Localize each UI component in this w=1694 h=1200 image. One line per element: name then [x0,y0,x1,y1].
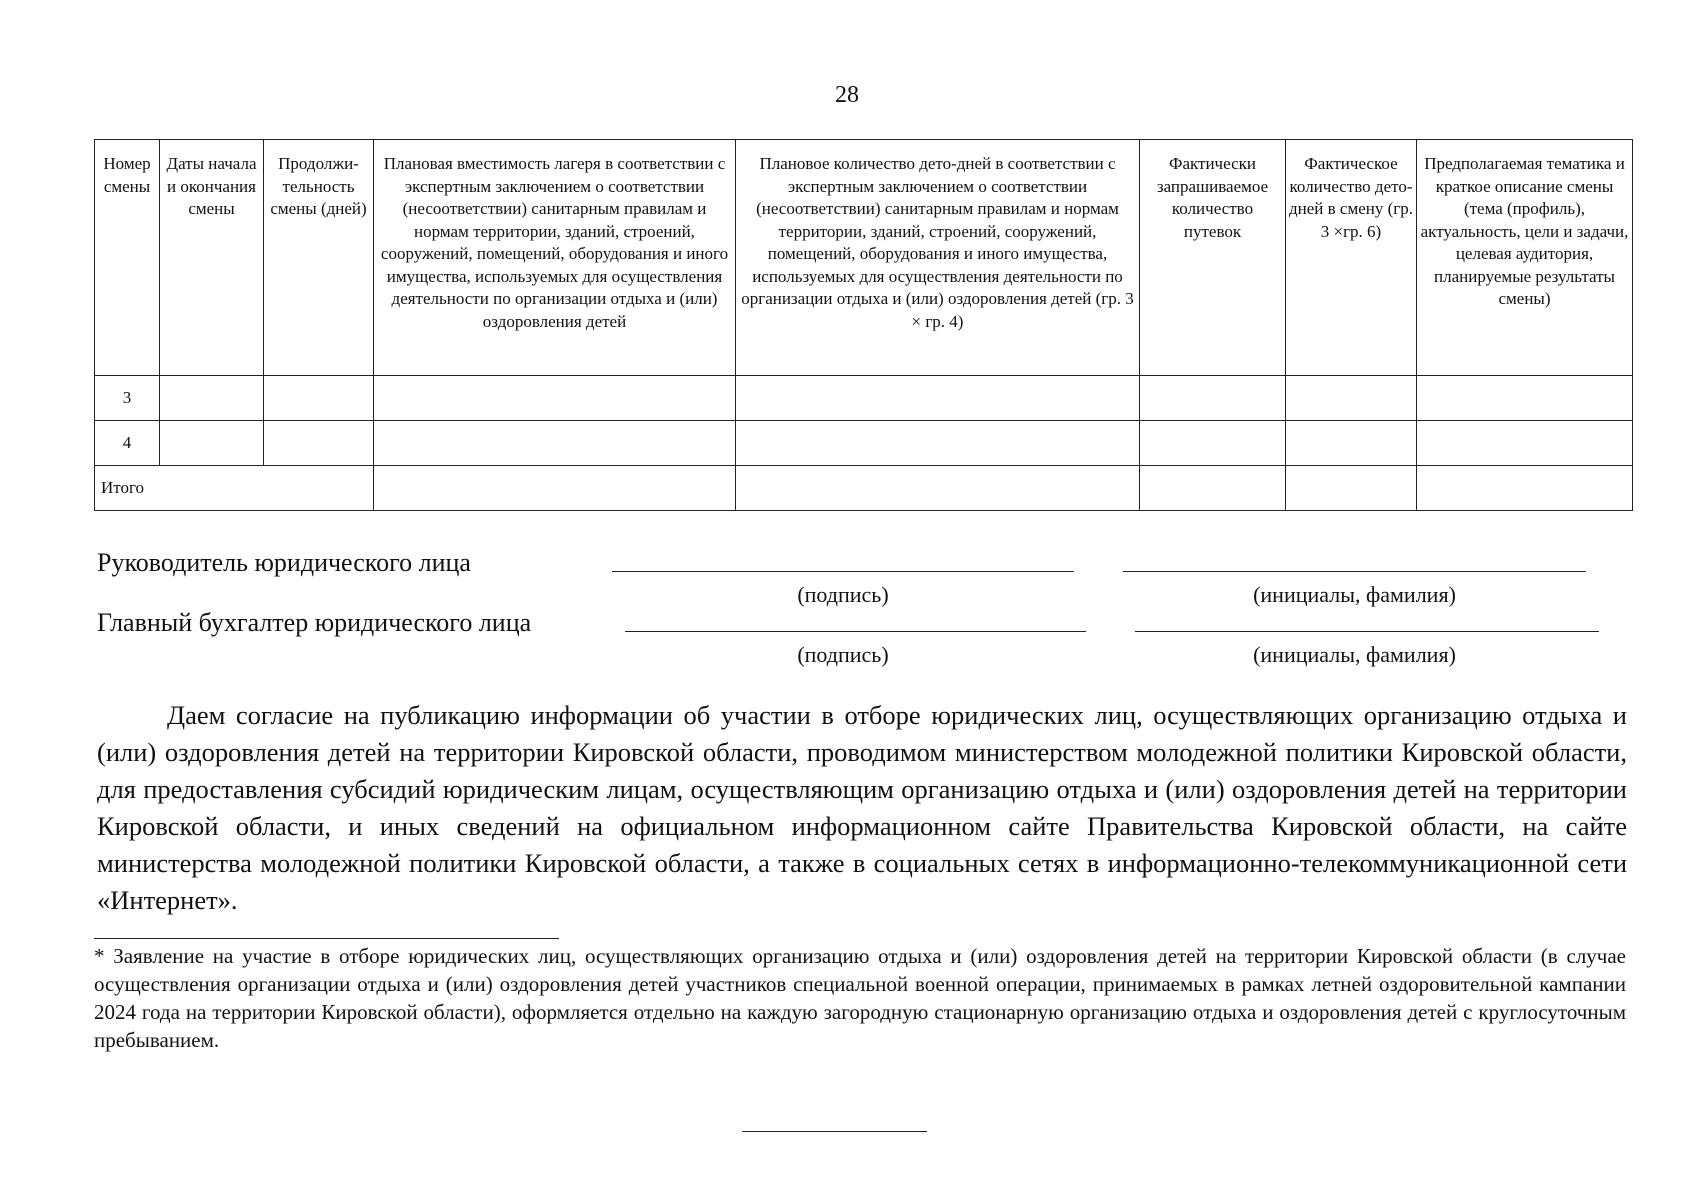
header-actual-child-days: Фактическое количество дето-дней в смену (гр. 3 ×гр. 6) [1286,140,1417,376]
header-planned-child-days: Плановое количество дето-дней в соответствии с экспертным заключением о соответствии (несоответствии) санитарным правилам и нормам территории, зданий, строений, сооружений, помещений, оборудования и иного имущества, используемых для осуществления деятельности по организации отдыха и (или) оздоровления детей (гр. 3 × гр. 4) [736,140,1140,376]
table-cell [1286,466,1417,511]
table-cell [736,376,1140,421]
header-planned-capacity: Плановая вместимость лагеря в соответствии с экспертным заключением о соответствии (несоответствии) санитарным правилам и нормам территории, зданий, строений, сооружений, помещений, оборудования и иного имущества, используемых для осуществления деятельности по организации отдыха и (или) оздоровления детей [374,140,736,376]
header-requested-vouchers: Фактически запрашиваемое количество путевок [1140,140,1286,376]
table-cell [736,421,1140,466]
accountant-signature-line[interactable] [625,631,1086,632]
table-cell [1417,421,1633,466]
accountant-signature-label: Главный бухгалтер юридического лица [97,608,532,637]
cell-shift-number: 4 [95,421,160,466]
page-number: 28 [835,82,859,108]
head-signature-line[interactable] [612,571,1074,572]
table-cell [264,421,374,466]
table-total-row [95,466,1633,511]
table-cell [374,376,736,421]
head-name-caption: (инициалы, фамилия) [1253,582,1456,607]
table-row [95,376,1633,421]
consent-paragraph: Даем согласие на публикацию информации об участии в отборе юридических лиц, осуществляющих организацию отдыха и (или) оздоровления детей на территории Кировской области, проводимом министерством молодежной политики Кировской области, для предоставления субсидий юридическим лицам, осуществляющим организацию отдыха и (или) оздоровления детей на территории Кировской области, и иных сведений на официальном информационном сайте Правительства Кировской области, на сайте министерства молодежной политики Кировской области, а также в социальных сетях в информационно-телекоммуникационной сети «Интернет». [97,700,1627,915]
table-cell [1417,466,1633,511]
table-cell [736,466,1140,511]
header-shift-theme: Предполагаемая тематика и краткое описание смены (тема (профиль), актуальность, цели и задачи, целевая аудитория, планируемые результаты смены) [1417,140,1633,376]
table-cell [264,376,374,421]
head-name-line[interactable] [1123,571,1586,572]
header-dates: Даты начала и окончания смены [160,140,264,376]
table-header-row [95,140,1633,376]
table-cell [1140,466,1286,511]
accountant-signature-caption: (подпись) [797,642,889,667]
total-label: Итого [95,466,374,511]
footnote-divider [94,938,559,939]
table-cell [1286,421,1417,466]
shifts-table [94,139,1633,511]
accountant-name-caption: (инициалы, фамилия) [1253,642,1456,667]
table-cell [374,466,736,511]
end-divider [742,1131,927,1132]
footnote: * Заявление на участие в отборе юридических лиц, осуществляющих организацию отдыха и (или) оздоровления детей на территории Кировской области (в случае осуществления организации отдыха и (или) оздоровления детей участников специальной военной операции, принимаемых в рамках летней оздоровительной кампании 2024 года на территории Кировской области), оформляется отдельно на каждую загородную стационарную организацию отдыха и оздоровления детей с круглосуточным пребыванием. [94,944,1626,1052]
table-cell [1140,376,1286,421]
header-shift-number: Номер смены [95,140,160,376]
table-cell [160,376,264,421]
cell-shift-number: 3 [95,376,160,421]
table-cell [1417,376,1633,421]
table-cell [1286,376,1417,421]
table-cell [160,421,264,466]
accountant-name-line[interactable] [1135,631,1599,632]
head-signature-label: Руководитель юридического лица [97,548,471,577]
table-row [95,421,1633,466]
head-signature-caption: (подпись) [797,582,889,607]
table-cell [374,421,736,466]
table-cell [1140,421,1286,466]
header-duration: Продолжи-тельность смены (дней) [264,140,374,376]
